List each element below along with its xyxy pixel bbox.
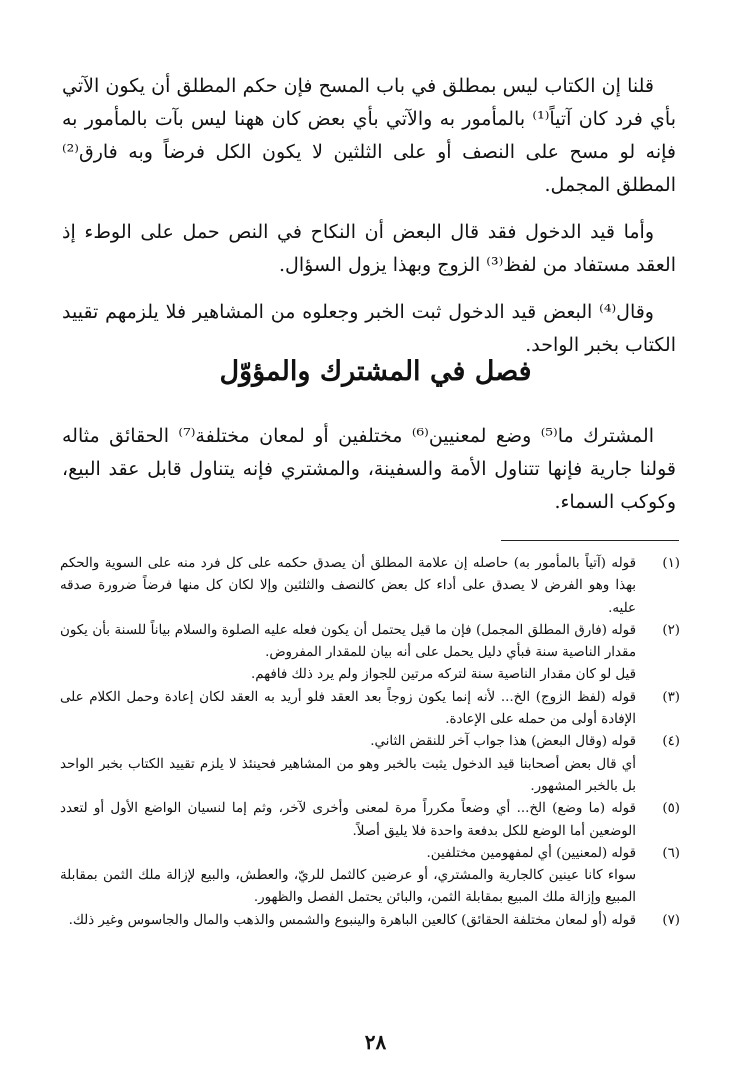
footnote-number: (٣) — [662, 689, 680, 705]
footnote-7 — [60, 910, 680, 932]
footnote-2 — [60, 620, 680, 687]
footnote-text: سواء كانا عينين كالجارية والمشتري، أو عرضين كالثمل للريّ، والعطش، والبيع لإزالة ملك الثمن بمقابلة المبيع وإزالة ملك المبيع بمقابلة الثمن، والبائن يحتمل الفصل والظهور. — [60, 868, 636, 906]
paragraph-4: المشترك ما⁽⁵⁾ وضع لمعنيين⁽⁶⁾ مختلفين أو لمعان مختلفة⁽⁷⁾ الحقائق مثاله قولنا جارية فإنها تتناول الأمة والسفينة، والمشتري فإنه يتناول قابل عقد البيع، وكوكب السماء. — [62, 425, 676, 513]
footnote-1 — [60, 553, 680, 620]
footnote-3 — [60, 687, 680, 732]
page-number: ٢٨ — [364, 1030, 387, 1054]
paragraph-2: وأما قيد الدخول فقد قال البعض أن النكاح في النص حمل على الوطء إذ العقد مستفاد من لفظ⁽³⁾ الزوج وبهذا يزول السؤال. — [62, 221, 676, 276]
footnote-4 — [60, 731, 680, 798]
footnote-text: قوله (آتياً بالمأمور به) حاصله إن علامة المطلق أن يصدق حكمه على كل فرد منه على السوية والحكم بهذا وهو الفرض لا يصدق على أداء كل بعض كالنصف والثلثين وإلا لكان كل منها فرضاً ضرورة صدقه عليه. — [60, 556, 636, 616]
footnote-number: (١) — [662, 556, 680, 571]
footnote-number: (٦) — [662, 845, 680, 861]
footnote-number: (٢) — [662, 622, 680, 638]
footnote-6 — [60, 843, 680, 910]
footnote-text: قيل لو كان مقدار الناصية سنة لتركه مرتين للجواز ولم يرد ذلك فافهم. — [251, 667, 636, 683]
footnote-number: (٤) — [662, 734, 680, 750]
footnote-text: قوله (فارق المطلق المجمل) فإن ما قيل يحتمل أن يكون فعله عليه الصلوة والسلام بياناً للسنة بأن يكون مقدار الناصية سنة فبأي دليل يحمل على أنه بيان للمقدار المفروض. — [60, 622, 636, 661]
footnote-text: قوله (أو لمعان مختلفة الحقائق) كالعين الباهرة والينبوع والشمس والذهب والمال والجاسوس وغير ذلك. — [68, 912, 636, 928]
main-text-top — [62, 70, 676, 362]
paragraph-3: وقال⁽⁴⁾ البعض قيد الدخول ثبت الخبر وجعلوه من المشاهير فلا يلزمهم تقييد الكتاب بخبر الواحد. — [62, 301, 676, 356]
footnotes-list — [60, 553, 680, 932]
footnote-5 — [60, 798, 680, 843]
footnote-number: (٧) — [662, 912, 680, 928]
section-heading: فصل في المشترك والمؤوّل — [219, 356, 532, 387]
footnote-text: قوله (ما وضع) الخ... أي وضعاً مكرراً مرة لمعنى وأخرى لآخر، وثم إما لنسيان الواضع الأول أو لتعدد الوضعين أما الوضع للكل بدفعة واحدة فلا يليق أصلاً. — [60, 801, 636, 839]
paragraph-1: قلنا إن الكتاب ليس بمطلق في باب المسح فإن حكم المطلق أن يكون الآتي بأي فرد كان آتياً⁽¹⁾ بالمأمور به والآتي بأي بعض كان ههنا ليس بآت بالمأمور به فإنه لو مسح على النصف أو على الثلثين لا يكون الكل فرضاً وبه فارق⁽²⁾ المطلق المجمل. — [62, 75, 677, 196]
footnote-divider — [501, 540, 679, 541]
footnote-text: قوله (لفظ الزوج) الخ... لأنه إنما يكون زوجاً بعد العقد فلو أريد به العقد لكان إعادة وحمل الكلام على الإفادة أولى من حمله على الإعادة. — [60, 689, 636, 728]
footnote-text: قوله (لمعنيين) أي لمفهومين مختلفين. — [426, 845, 636, 861]
footnote-number: (٥) — [662, 801, 680, 817]
footnote-text: أي قال بعض أصحابنا قيد الدخول يثبت بالخبر وهو من المشاهير فحينئذ لا يلزم تقييد الكتاب بخبر الواحد بل بالخبر المشهور. — [60, 756, 636, 794]
footnote-text: قوله (وقال البعض) هذا جواب آخر للنقض الثاني. — [370, 734, 636, 750]
main-text-bottom — [62, 420, 676, 519]
